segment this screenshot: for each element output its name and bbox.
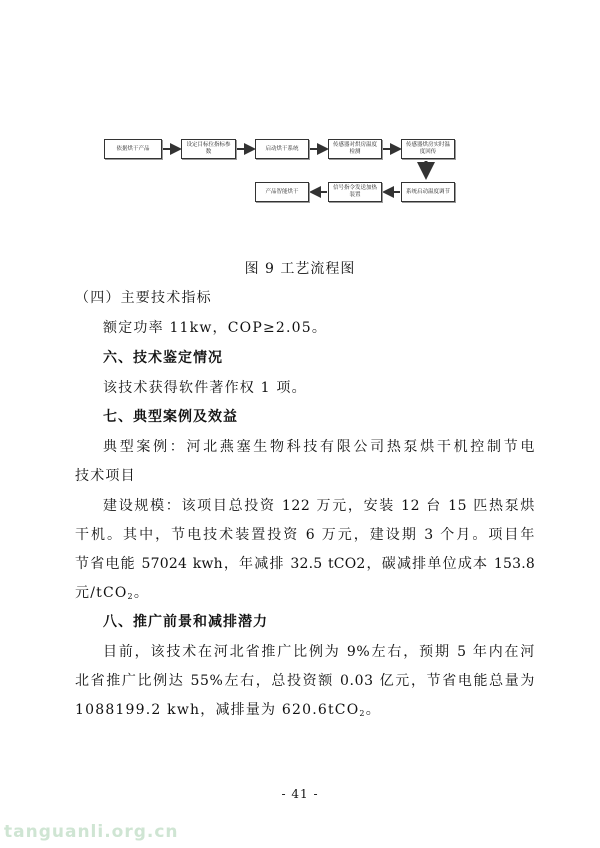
section-8-line3-text: 1088199.2 kwh，减排量为 620.6tCO: [75, 702, 360, 718]
page-number: - 41 -: [281, 787, 319, 801]
flow-step-4: 传感器对烘房温度检测: [328, 139, 382, 159]
section-8-line2: 北省推广比例达 55%左右，总投资额 0.03 亿元，节省电能总量为: [75, 673, 535, 689]
section-8-line3-subscript: 2: [359, 709, 366, 718]
section-7-case-line1: 典型案例：河北燕塞生物科技有限公司热泵烘干机控制节电: [103, 439, 535, 455]
flow-step-3: 启动烘干系统: [255, 139, 309, 159]
scale-line4-subscript: 2: [127, 592, 134, 601]
figure-caption: 图 9 工艺流程图: [244, 261, 356, 277]
scale-line4-text: 元/tCO: [75, 585, 128, 601]
section-7-scale-line1: 建设规模：该项目总投资 122 万元，安装 12 台 15 匹热泵烘: [103, 498, 535, 514]
flowchart-arrows: [0, 0, 600, 240]
section-7-scale-line4: [75, 582, 535, 602]
flow-step-7: 信号指令发送加热装置: [328, 182, 382, 202]
section-4-body: 额定功率 11kw，COP≥2.05。: [103, 320, 328, 336]
section-7-scale-line3: 节省电能 57024 kwh，年减排 32.5 tCO2，碳减排单位成本 153.8: [75, 556, 535, 572]
flow-step-2: 设定目标位指标参数: [181, 139, 236, 159]
section-7-case-line2: 技术项目: [75, 468, 136, 484]
flow-step-5: 传感器烘房实时温度回传: [401, 139, 455, 159]
section-8-line3: [75, 699, 535, 719]
section-7-title: 七、典型案例及效益: [103, 409, 238, 425]
flow-step-1: 依据烘干产品: [104, 139, 162, 159]
section-7-scale-line2: 干机。其中，节电技术装置投资 6 万元，建设期 3 个月。项目年: [75, 527, 535, 543]
scale-line4-end: 。: [133, 585, 150, 601]
flow-step-6: 系统启动温度调节: [401, 182, 455, 202]
section-6-body: 该技术获得软件著作权 1 项。: [103, 380, 307, 396]
section-4-title: （四）主要技术指标: [75, 290, 212, 306]
section-6-title: 六、技术鉴定情况: [103, 350, 223, 366]
flow-step-8: 产品智能烘干: [255, 182, 309, 202]
section-8-line1: 目前，该技术在河北省推广比例为 9%左右，预期 5 年内在河: [103, 644, 535, 660]
section-8-title: 八、推广前景和减排潜力: [103, 614, 268, 630]
site-watermark: tanguanli.org.cn: [4, 822, 179, 842]
section-8-line3-end: 。: [365, 702, 381, 718]
